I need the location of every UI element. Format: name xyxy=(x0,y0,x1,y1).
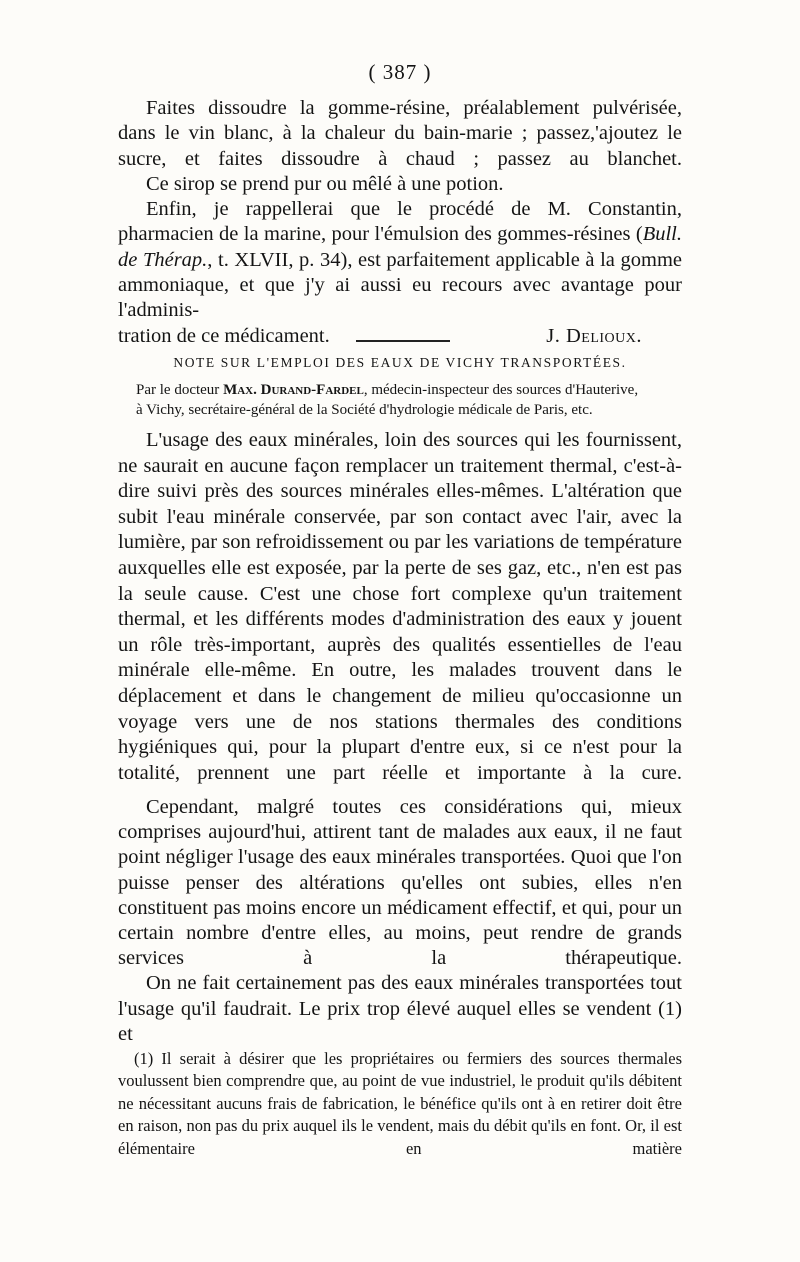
note-paragraph-2 xyxy=(118,795,682,971)
note-title: NOTE SUR L'EMPLOI DES EAUX DE VICHY TRANSPORTÉES. xyxy=(173,355,627,370)
byline-prefix: Par le docteur xyxy=(136,382,224,398)
bibliographic-reference: Bull. de Thérap. xyxy=(118,223,682,271)
intro-paragraph-2-text: Ce sirop se prend pur ou mêlé à une potion. xyxy=(146,172,504,195)
note-paragraph-3 xyxy=(118,971,682,1047)
intro-paragraph-1-text: Faites dissoudre la gomme-résine, préalablement pulvérisée, dans le vin blanc, à la chaleur du bain-marie ; passez,'ajoutez le sucre, et faites dissoudre à chaud ; passez au blanchet. xyxy=(118,97,682,170)
signature-line xyxy=(118,324,682,350)
note-byline xyxy=(136,381,682,420)
section-divider xyxy=(356,340,450,342)
footnote xyxy=(118,1048,682,1160)
page-number: ( 387 ) xyxy=(368,60,432,84)
intro-paragraph-3-text-a: Enfin, je rappellerai que le procédé de M. Constantin, pharmacien de la marine, pour l'émulsion des gommes-résines ( xyxy=(118,198,682,246)
byline-affiliation: , médecin-inspecteur des sources d'Hauterive, xyxy=(363,382,639,398)
note-body xyxy=(118,428,682,786)
author-signature: J. Delioux. xyxy=(546,324,642,347)
note-body-2 xyxy=(118,795,682,1047)
intro-paragraph-2 xyxy=(118,172,682,197)
byline-line-1 xyxy=(136,381,682,401)
intro-paragraph-3 xyxy=(118,197,682,323)
author-first-name: Max. xyxy=(223,382,257,398)
note-paragraph-2-text: Cependant, malgré toutes ces considérations qui, mieux comprises aujourd'hui, attirent tant de malades aux eaux, il ne faut point négliger l'usage des eaux minérales transportées. Quoi que l'on puisse penser des altérations qu'elles ont subies, elles n'en constituent pas moins encore un médicament effectif, et qui, pour un certain nombre d'entre elles, au moins, peut rendre de grands services à la thérapeutique. xyxy=(118,796,682,970)
intro-section xyxy=(118,96,682,350)
note-paragraph-1 xyxy=(118,428,682,786)
note-paragraph-1-text: L'usage des eaux minérales, loin des sources qui les fournissent, ne saurait en aucune façon remplacer un traitement thermal, c'est-à-dire suivi près des sources minérales elles-mêmes. L'altération que subit l'eau minérale conservée, par son contact avec l'air, avec la lumière, par son refroidissement ou par les variations de température auxquelles elle est exposée, par la perte de ses gaz, etc., n'en est pas la seule cause. C'est une chose fort complexe qu'un traitement thermal, et les différents modes d'administration des eaux y jouent un rôle très-important, auprès des qualités essentielles de l'eau minérale elle-même. En outre, les malades trouvent dans le déplacement et dans le changement de milieu qu'occasionne un voyage vers une de nos stations thermales des conditions hygiéniques qui, pour la plupart d'entre eux, si ce n'est pour la totalité, prennent une part réelle et importante à la cure. xyxy=(118,429,682,784)
footnote-text: (1) Il serait à désirer que les propriétaires ou fermiers des sources thermales voulussent bien comprendre que, au point de vue industriel, le produit qu'ils débitent ne nécessitant aucuns frais de fabrication, le bénéfice qu'ils ont à en retirer doit être en raison, non pas du prix auquel ils le vendent, mais du débit qu'ils en font. Or, il est élémentaire en matière xyxy=(118,1049,682,1158)
intro-paragraph-3-text-b: , t. XLVII, p. 34), est parfaitement applicable à la gomme ammoniaque, et que j'y ai aussi eu recours avec avantage pour l'adminis- xyxy=(118,248,682,322)
intro-paragraph-1 xyxy=(118,96,682,172)
intro-paragraph-3-tail: tration de ce médicament. xyxy=(118,324,330,347)
note-paragraph-3-text: On ne fait certainement pas des eaux minérales transportées tout l'usage qu'il faudrait. Le prix trop élevé auquel elles se vendent (1) et xyxy=(118,972,682,1045)
byline-line-2: à Vichy, secrétaire-général de la Société d'hydrologie médicale de Paris, etc. xyxy=(136,401,593,418)
author-last-name: Durand-Fardel xyxy=(260,382,364,398)
